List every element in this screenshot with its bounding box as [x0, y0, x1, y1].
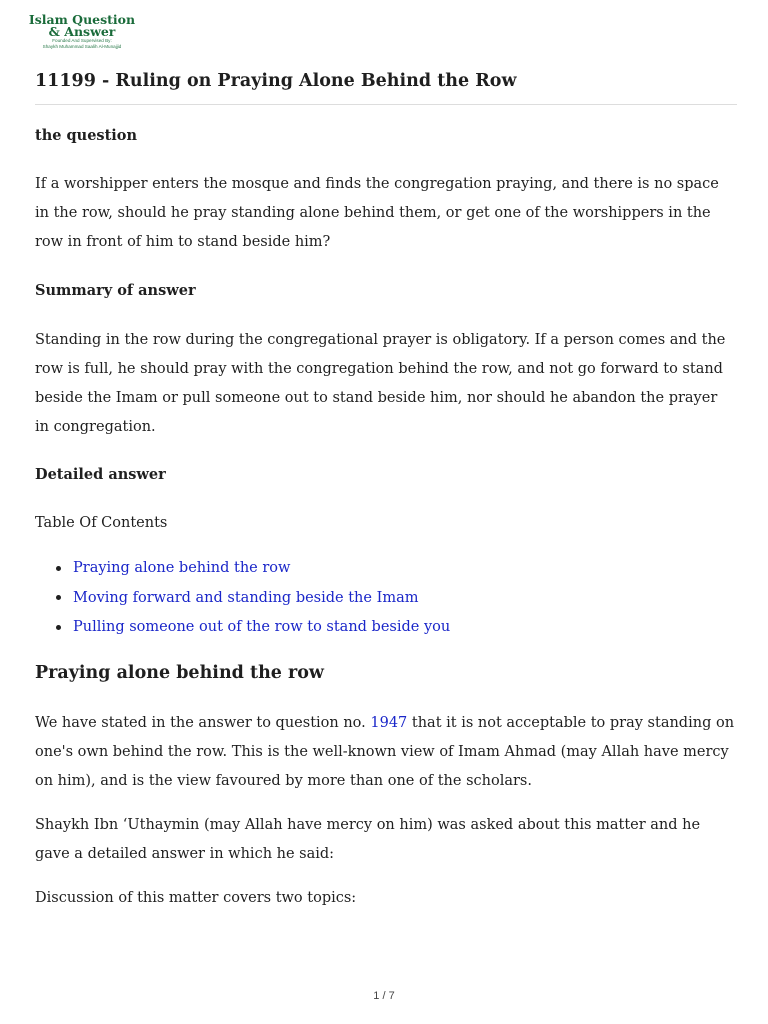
logo-subtitle: & Answer: [48, 24, 116, 39]
logo-founded: Founded And Supervised By:: [52, 38, 112, 43]
question-text: If a worshipper enters the mosque and finds the congregation praying, and there is no space in the row, should he pray standing alone behind them, or get one of the worshippers in the row in front of him to stand beside him?: [35, 176, 719, 250]
logo-title: Islam Question: [28, 12, 136, 27]
section-paragraph-3: Discussion of this matter covers two topics:: [35, 890, 357, 906]
bullet-icon: [56, 566, 61, 571]
page-title: 11199 - Ruling on Praying Alone Behind the Row: [35, 71, 517, 91]
toc-item: [35, 586, 450, 616]
detailed-answer-label: Detailed answer: [35, 466, 166, 483]
bullet-icon: [56, 625, 61, 630]
toc-link-pulling-someone[interactable]: Pulling someone out of the row to stand beside you: [73, 619, 451, 635]
summary-label: Summary of answer: [35, 282, 196, 299]
toc-link-praying-alone[interactable]: Praying alone behind the row: [73, 560, 291, 576]
question-label: the question: [35, 127, 138, 144]
logo-supervisor: Shaykh Muhammad Saalih Al-Munajjid: [42, 44, 122, 49]
summary-text: Standing in the row during the congregational prayer is obligatory. If a person comes and the row is full, he should pray with the congregation behind the row, and not go forward to stand beside the Imam or pull someone out to stand beside him, nor should he abandon the prayer in congregation.: [35, 332, 726, 435]
page-number: 1 / 7: [373, 990, 395, 1002]
toc-item: [35, 556, 450, 586]
title-divider: [35, 104, 737, 105]
toc-item: [35, 615, 450, 645]
question-link-1947[interactable]: 1947: [370, 715, 408, 731]
table-of-contents: [35, 556, 450, 645]
paragraph-text: that it is not acceptable to pray standing on one's own behind the row. This is the well-known view of Imam Ahmad (may Allah have mercy on him), and is the view favoured by more than one of the scholars.: [35, 715, 735, 789]
section-paragraph-2: Shaykh Ibn ‘Uthaymin (may Allah have mercy on him) was asked about this matter and he gave a detailed answer in which he said:: [35, 817, 701, 862]
toc-link-moving-forward[interactable]: Moving forward and standing beside the Imam: [73, 589, 419, 606]
bullet-icon: [56, 595, 61, 600]
paragraph-text: We have stated in the answer to question no.: [35, 715, 366, 731]
section-paragraph-1: [35, 709, 735, 796]
site-logo[interactable]: [27, 14, 137, 50]
toc-label: Table Of Contents: [35, 515, 168, 531]
section-heading-praying-alone: Praying alone behind the row: [35, 663, 324, 683]
